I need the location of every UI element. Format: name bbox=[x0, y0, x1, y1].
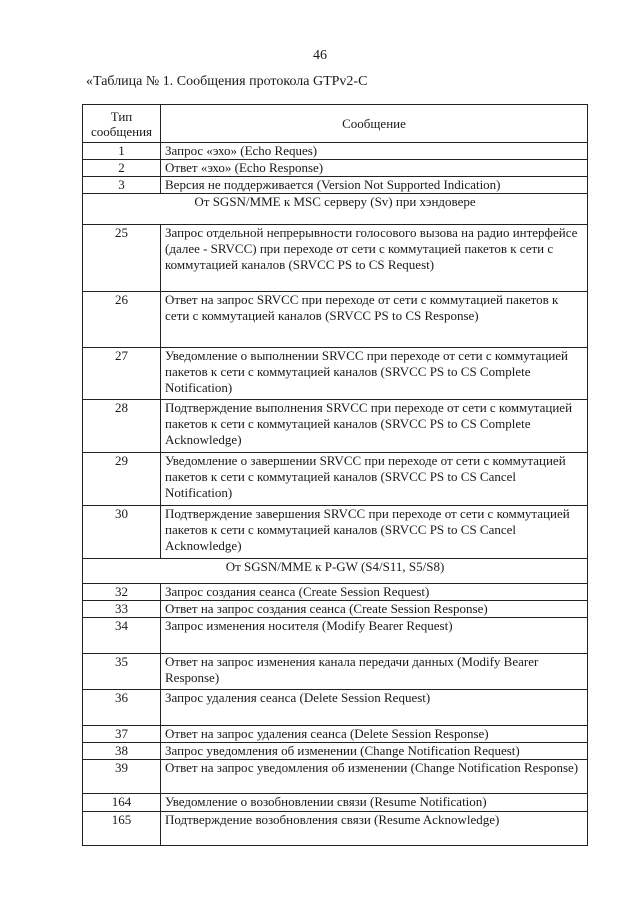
table-header-row bbox=[83, 105, 588, 143]
table-row bbox=[83, 618, 588, 654]
message-type-cell: 2 bbox=[83, 160, 161, 177]
table-row bbox=[83, 794, 588, 812]
message-type-cell: 164 bbox=[83, 794, 161, 812]
message-type-cell: 26 bbox=[83, 292, 161, 348]
section-heading: От SGSN/MME к P-GW (S4/S11, S5/S8) bbox=[83, 559, 588, 584]
table-row bbox=[83, 292, 588, 348]
message-name-cell: Ответ на запрос SRVCC при переходе от сети с коммутацией пакетов к сети с коммутацией каналов (SRVCC PS to CS Response) bbox=[161, 292, 588, 348]
message-name-cell: Запрос изменения носителя (Modify Bearer Request) bbox=[161, 618, 588, 654]
message-type-cell: 36 bbox=[83, 690, 161, 726]
message-name-cell: Уведомление о выполнении SRVCC при переходе от сети с коммутацией пакетов к сети с коммутацией каналов (SRVCC PS to CS Complete Notification) bbox=[161, 348, 588, 400]
table-row bbox=[83, 160, 588, 177]
table-row bbox=[83, 760, 588, 794]
table-row bbox=[83, 690, 588, 726]
header-type: Тип сообщения bbox=[83, 105, 161, 143]
message-name-cell: Запрос уведомления об изменении (Change Notification Request) bbox=[161, 743, 588, 760]
table-row bbox=[83, 601, 588, 618]
table-row bbox=[83, 506, 588, 559]
message-name-cell: Ответ на запрос уведомления об изменении (Change Notification Response) bbox=[161, 760, 588, 794]
message-name-cell: Запрос отдельной непрерывности голосового вызова на радио интерфейсе (далее - SRVCC) при переходе от сети с коммутацией пакетов к сети с коммутацией каналов (SRVCC PS to CS Request) bbox=[161, 225, 588, 292]
table-row bbox=[83, 400, 588, 453]
message-type-cell: 29 bbox=[83, 453, 161, 506]
message-type-cell: 33 bbox=[83, 601, 161, 618]
table-title: «Таблица № 1. Сообщения протокола GTPv2-C bbox=[86, 74, 368, 89]
table-row bbox=[83, 225, 588, 292]
message-name-cell: Ответ «эхо» (Echo Response) bbox=[161, 160, 588, 177]
message-type-cell: 37 bbox=[83, 726, 161, 743]
message-type-cell: 32 bbox=[83, 584, 161, 601]
section-heading: От SGSN/MME к MSC серверу (Sv) при хэндовере bbox=[83, 194, 588, 225]
table-row bbox=[83, 143, 588, 160]
message-type-cell: 27 bbox=[83, 348, 161, 400]
table-row bbox=[83, 177, 588, 194]
page-number: 46 bbox=[313, 48, 327, 63]
message-name-cell: Ответ на запрос изменения канала передачи данных (Modify Bearer Response) bbox=[161, 654, 588, 690]
message-name-cell: Запрос создания сеанса (Create Session Request) bbox=[161, 584, 588, 601]
message-name-cell: Ответ на запрос создания сеанса (Create Session Response) bbox=[161, 601, 588, 618]
table-section-row bbox=[83, 559, 588, 584]
message-type-cell: 34 bbox=[83, 618, 161, 654]
table-row bbox=[83, 453, 588, 506]
message-type-cell: 165 bbox=[83, 812, 161, 846]
message-name-cell: Запрос удаления сеанса (Delete Session Request) bbox=[161, 690, 588, 726]
header-message: Сообщение bbox=[161, 105, 588, 143]
message-name-cell: Подтверждение завершения SRVCC при переходе от сети с коммутацией пакетов к сети с коммутацией каналов (SRVCC PS to CS Cancel Acknowledge) bbox=[161, 506, 588, 559]
message-name-cell: Подтверждение выполнения SRVCC при переходе от сети с коммутацией пакетов к сети с коммутацией каналов (SRVCC PS to CS Complete Acknowledge) bbox=[161, 400, 588, 453]
message-name-cell: Уведомление о возобновлении связи (Resume Notification) bbox=[161, 794, 588, 812]
table-row bbox=[83, 584, 588, 601]
message-type-cell: 39 bbox=[83, 760, 161, 794]
table-section-row bbox=[83, 194, 588, 225]
message-type-cell: 38 bbox=[83, 743, 161, 760]
message-name-cell: Запрос «эхо» (Echo Reques) bbox=[161, 143, 588, 160]
message-type-cell: 35 bbox=[83, 654, 161, 690]
table-row bbox=[83, 743, 588, 760]
table-row bbox=[83, 654, 588, 690]
table-row bbox=[83, 726, 588, 743]
table-row bbox=[83, 348, 588, 400]
gtp-messages-table bbox=[82, 104, 588, 846]
message-name-cell: Версия не поддерживается (Version Not Supported Indication) bbox=[161, 177, 588, 194]
message-name-cell: Ответ на запрос удаления сеанса (Delete Session Response) bbox=[161, 726, 588, 743]
table-row bbox=[83, 812, 588, 846]
message-name-cell: Подтверждение возобновления связи (Resume Acknowledge) bbox=[161, 812, 588, 846]
message-type-cell: 1 bbox=[83, 143, 161, 160]
message-type-cell: 25 bbox=[83, 225, 161, 292]
message-name-cell: Уведомление о завершении SRVCC при переходе от сети с коммутацией пакетов к сети с коммутацией каналов (SRVCC PS to CS Cancel Notification) bbox=[161, 453, 588, 506]
message-type-cell: 30 bbox=[83, 506, 161, 559]
message-type-cell: 28 bbox=[83, 400, 161, 453]
message-type-cell: 3 bbox=[83, 177, 161, 194]
